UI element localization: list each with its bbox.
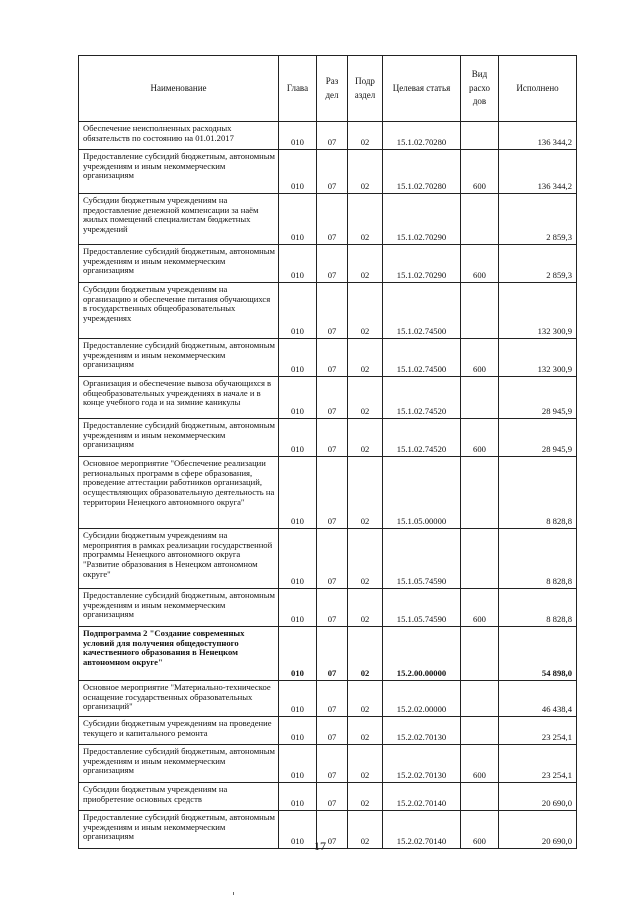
table-cell-article: 15.1.02.74500 (383, 339, 461, 377)
table-cell-amount: 136 344,2 (499, 150, 577, 194)
table-cell-razdel: 07 (317, 150, 348, 194)
table-row (79, 717, 577, 745)
header-executed: Исполнено (499, 56, 577, 122)
table-cell-podrazdel: 02 (348, 245, 383, 283)
table-cell-name: Обеспечение неисполненных расходных обязательств по состоянию на 01.01.2017 (79, 122, 279, 150)
table-cell-name: Предоставление субсидий бюджетным, автономным учреждениям и иным некоммерческим организациям (79, 339, 279, 377)
table-cell-vid (461, 681, 499, 717)
table-cell-name: Предоставление субсидий бюджетным, автономным учреждениям и иным некоммерческим организациям (79, 745, 279, 783)
table-cell-name: Предоставление субсидий бюджетным, автономным учреждениям и иным некоммерческим организациям (79, 419, 279, 457)
table-cell-glava: 010 (279, 811, 317, 849)
table-cell-razdel: 07 (317, 681, 348, 717)
table-cell-amount: 46 438,4 (499, 681, 577, 717)
table-cell-amount: 28 945,9 (499, 377, 577, 419)
header-row (79, 56, 577, 122)
table-cell-article: 15.2.02.70130 (383, 745, 461, 783)
table-cell-glava: 010 (279, 283, 317, 339)
table-cell-glava: 010 (279, 339, 317, 377)
table-row (79, 419, 577, 457)
table-cell-glava: 010 (279, 681, 317, 717)
table-cell-vid (461, 122, 499, 150)
table-cell-name: Подпрограмма 2 "Создание современных условий для получения общедоступного качественного образования в Ненецком автономном округе" (79, 627, 279, 681)
table-cell-glava: 010 (279, 745, 317, 783)
table-cell-amount: 23 254,1 (499, 717, 577, 745)
table-cell-podrazdel: 02 (348, 627, 383, 681)
table-cell-amount: 8 828,8 (499, 457, 577, 529)
table-cell-razdel: 07 (317, 457, 348, 529)
table-cell-glava: 010 (279, 589, 317, 627)
table-cell-name: Предоставление субсидий бюджетным, автономным учреждениям и иным некоммерческим организациям (79, 811, 279, 849)
header-podrazdel: Подр аздел (348, 56, 383, 122)
table-cell-razdel: 07 (317, 245, 348, 283)
table-cell-article: 15.1.02.70290 (383, 194, 461, 245)
table-cell-name: Субсидии бюджетным учреждениям на мероприятия в рамках реализации государственной программы Ненецкого автономного округа "Развитие образования в Ненецком автономном округе" (79, 529, 279, 589)
table-cell-glava: 010 (279, 245, 317, 283)
table-cell-razdel: 07 (317, 529, 348, 589)
table-cell-amount: 132 300,9 (499, 283, 577, 339)
table-cell-razdel: 07 (317, 745, 348, 783)
table-cell-vid (461, 529, 499, 589)
table-cell-amount: 132 300,9 (499, 339, 577, 377)
table-cell-article: 15.2.02.70140 (383, 811, 461, 849)
table-cell-article: 15.2.00.00000 (383, 627, 461, 681)
table-cell-podrazdel: 02 (348, 457, 383, 529)
header-glava: Глава (279, 56, 317, 122)
header-name: Наименование (79, 56, 279, 122)
table-cell-article: 15.1.02.70290 (383, 245, 461, 283)
table-cell-name: Субсидии бюджетным учреждениям на приобретение основных средств (79, 783, 279, 811)
table-row (79, 457, 577, 529)
table-cell-vid: 600 (461, 150, 499, 194)
table-cell-name: Субсидии бюджетным учреждениям на предоставление денежной компенсации за наём жилых помещений специалистам бюджетных учреждений (79, 194, 279, 245)
table-cell-podrazdel: 02 (348, 681, 383, 717)
table-body (79, 122, 577, 849)
table-cell-podrazdel: 02 (348, 717, 383, 745)
table-cell-article: 15.1.02.74500 (383, 283, 461, 339)
table-cell-razdel: 07 (317, 194, 348, 245)
table-cell-vid (461, 783, 499, 811)
table-cell-article: 15.1.05.00000 (383, 457, 461, 529)
table-cell-article: 15.2.02.70130 (383, 717, 461, 745)
table-cell-razdel: 07 (317, 339, 348, 377)
table-cell-podrazdel: 02 (348, 339, 383, 377)
table-cell-razdel: 07 (317, 419, 348, 457)
table-row (79, 627, 577, 681)
table-cell-vid: 600 (461, 245, 499, 283)
table-row (79, 245, 577, 283)
table-row (79, 122, 577, 150)
table-cell-razdel: 07 (317, 783, 348, 811)
table-cell-article: 15.1.02.70280 (383, 122, 461, 150)
table-cell-glava: 010 (279, 717, 317, 745)
table-cell-article: 15.2.02.70140 (383, 783, 461, 811)
table-cell-podrazdel: 02 (348, 122, 383, 150)
table-cell-glava: 010 (279, 150, 317, 194)
table-cell-razdel: 07 (317, 283, 348, 339)
table-row (79, 283, 577, 339)
table-cell-vid: 600 (461, 811, 499, 849)
table-cell-glava: 010 (279, 783, 317, 811)
table-cell-glava: 010 (279, 377, 317, 419)
table-cell-glava: 010 (279, 122, 317, 150)
table-cell-amount: 28 945,9 (499, 419, 577, 457)
table-cell-podrazdel: 02 (348, 150, 383, 194)
table-cell-vid (461, 457, 499, 529)
table-cell-article: 15.1.05.74590 (383, 589, 461, 627)
page-number: 17 (314, 839, 326, 853)
table-row (79, 589, 577, 627)
scan-mark (233, 892, 234, 895)
table-cell-name: Предоставление субсидий бюджетным, автономным учреждениям и иным некоммерческим организациям (79, 589, 279, 627)
table-cell-vid: 600 (461, 745, 499, 783)
table-cell-podrazdel: 02 (348, 589, 383, 627)
table-cell-razdel: 07 (317, 377, 348, 419)
table-cell-amount: 8 828,8 (499, 589, 577, 627)
table-cell-vid (461, 377, 499, 419)
table-cell-amount: 8 828,8 (499, 529, 577, 589)
table-cell-name: Субсидии бюджетным учреждениям на проведение текущего и капитального ремонта (79, 717, 279, 745)
table-cell-amount: 20 690,0 (499, 783, 577, 811)
table-row (79, 150, 577, 194)
table-cell-article: 15.2.02.00000 (383, 681, 461, 717)
table-cell-podrazdel: 02 (348, 283, 383, 339)
table-cell-podrazdel: 02 (348, 419, 383, 457)
table-row (79, 339, 577, 377)
table-cell-razdel: 07 (317, 717, 348, 745)
header-razdel: Раз дел (317, 56, 348, 122)
budget-table (78, 55, 577, 849)
table-cell-amount: 2 859,3 (499, 194, 577, 245)
table-cell-podrazdel: 02 (348, 745, 383, 783)
table-cell-vid: 600 (461, 339, 499, 377)
table-cell-name: Основное мероприятие "Материально-техническое оснащение государственных образовательных организаций" (79, 681, 279, 717)
table-cell-amount: 136 344,2 (499, 122, 577, 150)
table-cell-razdel: 07 (317, 589, 348, 627)
table-row (79, 681, 577, 717)
table-cell-amount: 54 898,0 (499, 627, 577, 681)
table-cell-razdel: 07 (317, 627, 348, 681)
table-cell-podrazdel: 02 (348, 811, 383, 849)
table-row (79, 194, 577, 245)
header-article: Целевая статья (383, 56, 461, 122)
table-cell-article: 15.1.02.74520 (383, 377, 461, 419)
header-vid: Вид расхо дов (461, 56, 499, 122)
table-cell-name: Предоставление субсидий бюджетным, автономным учреждениям и иным некоммерческим организациям (79, 150, 279, 194)
table-cell-article: 15.1.02.74520 (383, 419, 461, 457)
table-cell-vid: 600 (461, 589, 499, 627)
table-cell-vid (461, 717, 499, 745)
table-cell-name: Организация и обеспечение вывоза обучающихся в общеобразовательных учреждениях в начале и в конце учебного года и на зимние каникулы (79, 377, 279, 419)
table-row (79, 783, 577, 811)
table-row (79, 529, 577, 589)
table-cell-amount: 2 859,3 (499, 245, 577, 283)
table-cell-podrazdel: 02 (348, 377, 383, 419)
table-cell-glava: 010 (279, 627, 317, 681)
table-cell-vid (461, 194, 499, 245)
table-cell-name: Основное мероприятие "Обеспечение реализации региональных программ в сфере образования, проведение аттестации работников организаций, осуществляющих образовательную деятельность на территории Ненецкого автономного округа" (79, 457, 279, 529)
table-cell-vid (461, 627, 499, 681)
table-cell-glava: 010 (279, 419, 317, 457)
table-cell-razdel: 07 (317, 811, 348, 849)
table-cell-name: Предоставление субсидий бюджетным, автономным учреждениям и иным некоммерческим организациям (79, 245, 279, 283)
table-cell-amount: 23 254,1 (499, 745, 577, 783)
table-cell-razdel: 07 (317, 122, 348, 150)
table-cell-vid (461, 283, 499, 339)
table-cell-podrazdel: 02 (348, 529, 383, 589)
table-cell-glava: 010 (279, 457, 317, 529)
table-cell-article: 15.1.05.74590 (383, 529, 461, 589)
table-cell-podrazdel: 02 (348, 194, 383, 245)
table-cell-glava: 010 (279, 529, 317, 589)
table-cell-glava: 010 (279, 194, 317, 245)
table-cell-article: 15.1.02.70280 (383, 150, 461, 194)
table-cell-podrazdel: 02 (348, 783, 383, 811)
table-cell-name: Субсидии бюджетным учреждениям на организацию и обеспечение питания обучающихся в государственных общеобразовательных учреждениях (79, 283, 279, 339)
table-row (79, 745, 577, 783)
table-row (79, 377, 577, 419)
table-cell-amount: 20 690,0 (499, 811, 577, 849)
table-cell-vid: 600 (461, 419, 499, 457)
